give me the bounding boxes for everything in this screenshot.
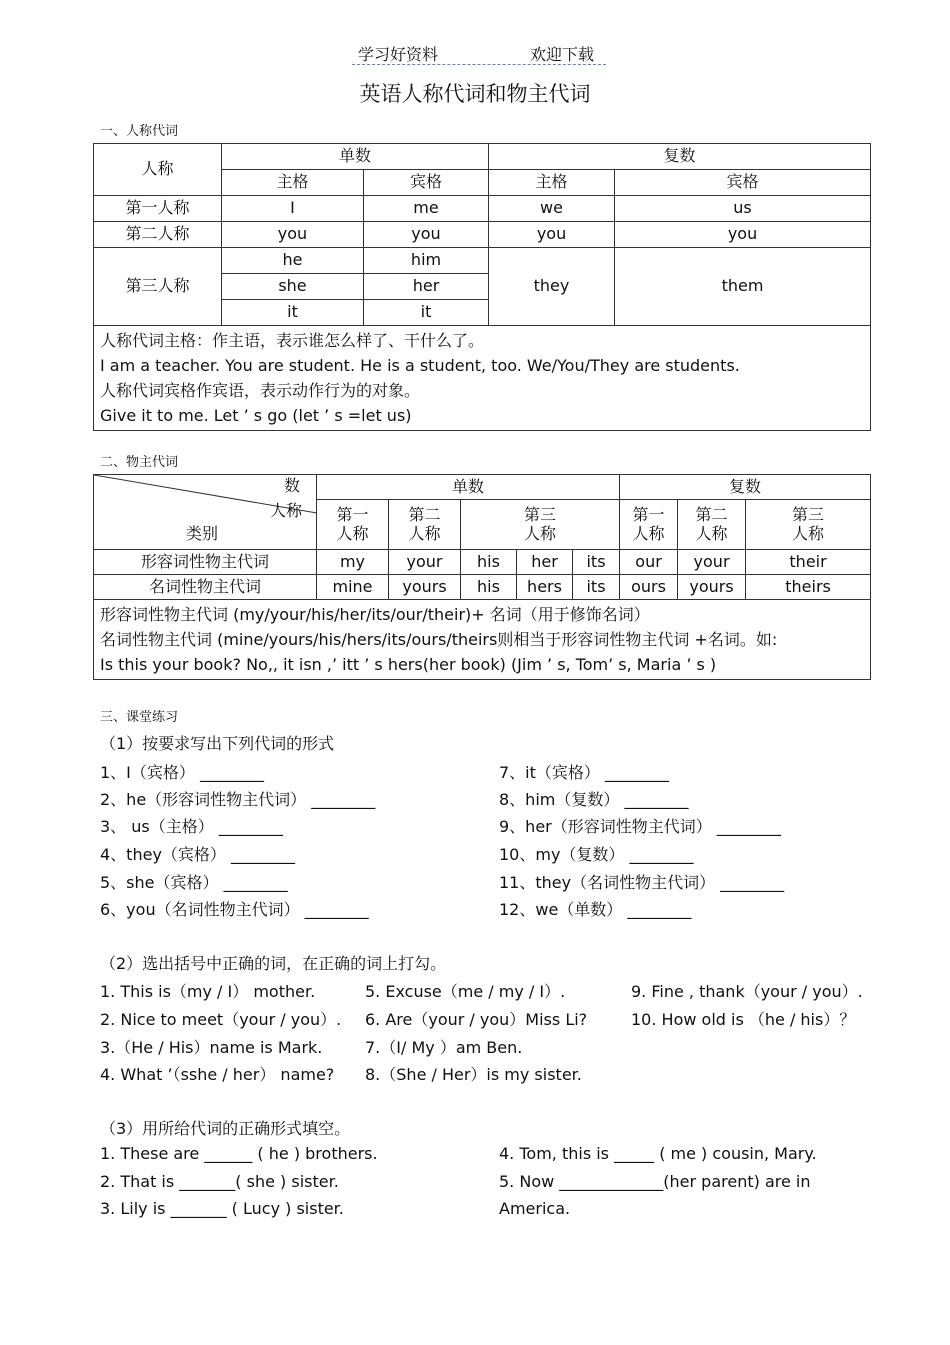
exercise-item: 11、they（名词性物主代词） ________ (499, 873, 785, 892)
table-row (94, 248, 871, 274)
exercise-item: 3. Lily is _______ ( Lucy ) sister. (100, 1199, 344, 1218)
table-cell: they (489, 248, 615, 326)
table-cell: her (517, 550, 573, 575)
exercise-item: 12、we（单数） ________ (499, 900, 692, 919)
table-cell: I (222, 196, 364, 222)
exercise-item: 4. Tom, this is _____ ( me ) cousin, Mary. (499, 1144, 817, 1163)
table-cell: theirs (746, 575, 871, 600)
possessive-pronoun-table (93, 474, 871, 680)
diag-num: 数 (283, 476, 300, 495)
table-cell: our (620, 550, 678, 575)
col-first-plural: 第一 人称 (620, 500, 678, 550)
exercise-item: 10. How old is （he / his）？ (631, 1010, 856, 1029)
part2-title: （2）选出括号中正确的词，在正确的词上打勾。 (100, 954, 447, 973)
table-cell: he (222, 248, 364, 274)
col-third: 第三 人称 (461, 500, 620, 550)
section1-heading: 一、人称代词 (100, 124, 179, 139)
note-line: 人称代词主格：作主语，表示谁怎么样了、干什么了。 (100, 331, 485, 350)
table-cell: mine (317, 575, 389, 600)
exercise-item: 9. Fine , thank（your / you）. (631, 982, 863, 1001)
exercise-item: 1. These are ______ ( he ) brothers. (100, 1144, 378, 1163)
exercise-item: 8.（She / Her）is my sister. (365, 1065, 582, 1084)
col-plural: 复数 (620, 475, 871, 500)
table-cell: yours (678, 575, 746, 600)
table-cell: your (678, 550, 746, 575)
personal-pronoun-table (93, 143, 871, 431)
col-plural: 复数 (489, 144, 871, 170)
exercise-item: 5、she（宾格） ________ (100, 873, 288, 892)
exercise-item: 9、her（形容词性物主代词） ________ (499, 817, 781, 836)
table-cell: him (364, 248, 489, 274)
exercise-item: 2. That is _______( she ) sister. (100, 1172, 339, 1191)
note-line: 形容词性物主代词 (my/your/his/her/its/our/their)+ 名词（用于修饰名词） (100, 605, 650, 624)
col-singular-obj: 宾格 (364, 170, 489, 196)
table-cell: we (489, 196, 615, 222)
table-cell: its (573, 575, 620, 600)
col-second-plural: 第二 人称 (678, 500, 746, 550)
table-row (94, 550, 871, 575)
table-row (94, 575, 871, 600)
col-singular: 单数 (222, 144, 489, 170)
table-cell: its (573, 550, 620, 575)
table-cell: you (364, 222, 489, 248)
col-first: 第一 人称 (317, 500, 389, 550)
exercise-item: 7.（I/ My ）am Ben. (365, 1038, 523, 1057)
exercise-item: 6. Are（your / you）Miss Li? (365, 1010, 588, 1029)
exercise-item: 1、I（宾格） ________ (100, 763, 264, 782)
table-cell: them (615, 248, 871, 326)
table-cell: his (461, 575, 517, 600)
table-cell: it (364, 300, 489, 326)
part1-title: （1）按要求写出下列代词的形式 (100, 734, 335, 753)
exercise-item: 7、it（宾格） ________ (499, 763, 669, 782)
col-singular: 单数 (317, 475, 620, 500)
exercise-item: 6、you（名词性物主代词） ________ (100, 900, 369, 919)
table-row (94, 222, 871, 248)
table-cell: you (489, 222, 615, 248)
col-second: 第二 人称 (389, 500, 461, 550)
row-label: 形容词性物主代词 (94, 550, 317, 575)
exercise-item: 3、 us（主格） ________ (100, 817, 283, 836)
header-left: 学习好资料 (358, 45, 439, 64)
col-plural-subj: 主格 (489, 170, 615, 196)
row-label: 第三人称 (94, 248, 222, 326)
diag-category: 类别 (186, 524, 219, 543)
table-cell: ours (620, 575, 678, 600)
exercise-item: 8、him（复数） ________ (499, 790, 689, 809)
exercise-item: 5. Now _____________(her parent) are in (499, 1172, 811, 1191)
table-cell: me (364, 196, 489, 222)
table-cell: my (317, 550, 389, 575)
exercise-item: 3.（He / His）name is Mark. (100, 1038, 323, 1057)
note-line: 人称代词宾格作宾语，表示动作行为的对象。 (100, 381, 421, 400)
exercise-item: America. (499, 1199, 571, 1218)
col-plural-obj: 宾格 (615, 170, 871, 196)
table-cell: his (461, 550, 517, 575)
note-line: Is this your book? No,, it isn ,’ itt ’ s hers(her book) (Jim ’ s, Tom’ s, Maria ’ s ) (100, 655, 717, 674)
col-person: 人称 (94, 144, 222, 196)
table-cell: their (746, 550, 871, 575)
table-cell: you (222, 222, 364, 248)
note-line: 名词性物主代词 (mine/yours/his/hers/its/ours/theirs则相当于形容词性物主代词 +名词。如: (100, 630, 778, 649)
table-cell: hers (517, 575, 573, 600)
table-cell: yours (389, 575, 461, 600)
note-line: I am a teacher. You are student. He is a student, too. We/You/They are students. (100, 356, 740, 375)
diag-person: 人称 (269, 501, 302, 520)
page-title: 英语人称代词和物主代词 (359, 82, 591, 106)
table-cell: she (222, 274, 364, 300)
section3-heading: 三、课堂练习 (100, 710, 179, 725)
exercise-item: 1. This is（my / I） mother. (100, 982, 316, 1001)
part3-title: （3）用所给代词的正确形式填空。 (100, 1119, 351, 1138)
table-cell: your (389, 550, 461, 575)
row-label: 名词性物主代词 (94, 575, 317, 600)
header-underline (352, 64, 606, 65)
exercise-item: 2、he（形容词性物主代词） ________ (100, 790, 376, 809)
section2-heading: 二、物主代词 (100, 455, 179, 470)
table-cell: us (615, 196, 871, 222)
exercise-item: 4、they（宾格） ________ (100, 845, 295, 864)
col-third-plural: 第三 人称 (746, 500, 871, 550)
row-label: 第二人称 (94, 222, 222, 248)
exercise-item: 10、my（复数） ________ (499, 845, 694, 864)
exercise-item: 5. Excuse（me / my / I）. (365, 982, 566, 1001)
row-label: 第一人称 (94, 196, 222, 222)
notes-cell (94, 326, 871, 431)
table-cell: it (222, 300, 364, 326)
diagonal-header (94, 475, 317, 550)
exercise-item: 4. What ’（sshe / her） name? (100, 1065, 335, 1084)
exercise-item: 2. Nice to meet（your / you）. (100, 1010, 342, 1029)
note-line: Give it to me. Let ’ s go (let ’ s =let us) (100, 406, 412, 425)
notes-cell (94, 600, 871, 680)
table-cell: you (615, 222, 871, 248)
header-right: 欢迎下载 (530, 45, 595, 64)
table-row (94, 196, 871, 222)
col-singular-subj: 主格 (222, 170, 364, 196)
table-cell: her (364, 274, 489, 300)
